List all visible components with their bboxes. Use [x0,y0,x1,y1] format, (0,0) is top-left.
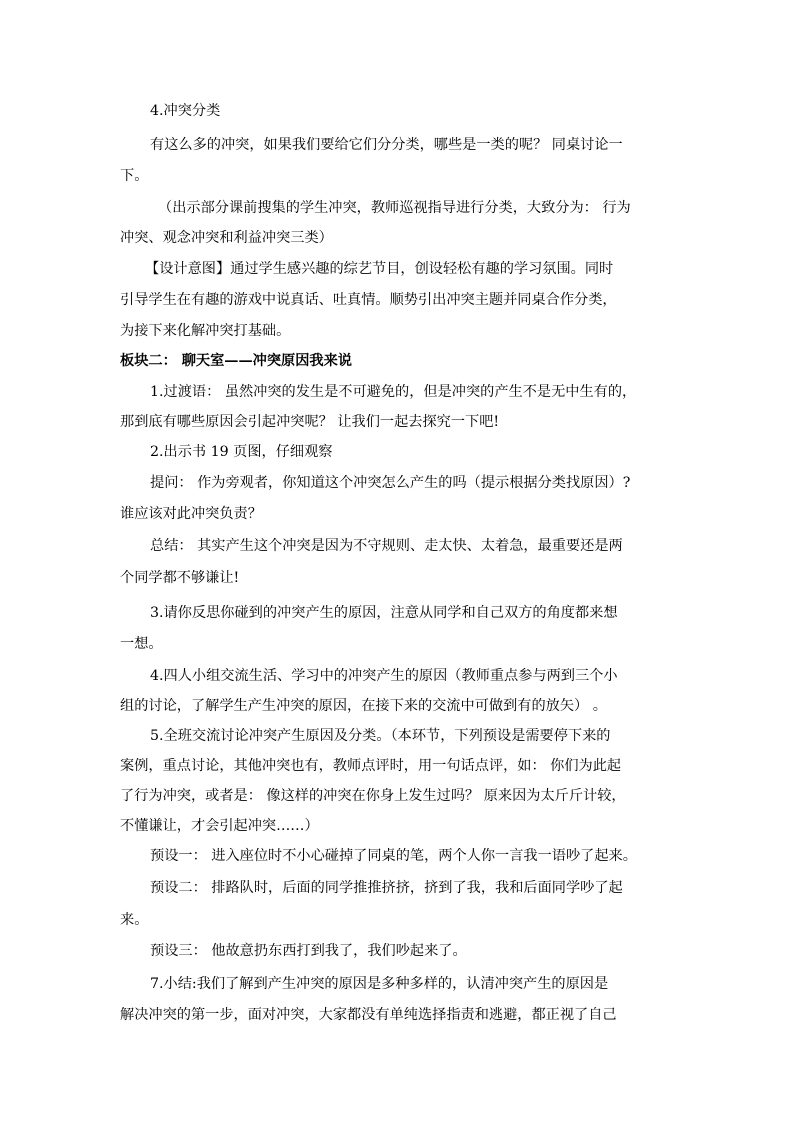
paragraph-line: 组的讨论，了解学生产生冲突的原因，在接下来的交流中可做到有的放矢） 。 [120,698,607,714]
heading-conflict-classification: 4.冲突分类 [150,103,221,119]
paragraph-line: 为接下来化解冲突打基础。 [120,323,291,339]
paragraph-line: 个同学都不够谦让! [120,570,240,586]
paragraph-line: 预设三： 他故意扔东西打到我了，我们吵起来了。 [150,943,467,959]
paragraph-line: 预设二： 排路队时，后面的同学推推挤挤，挤到了我，我和后面同学吵了起 [150,880,623,896]
paragraph-line: 谁应该对此冲突负责？ [120,506,262,522]
paragraph-line: 7.小结:我们了解到产生冲突的原因是多种多样的，认清冲突产生的原因是 [150,976,609,992]
paragraph-line: 2.出示书 19 页图，仔细观察 [150,444,333,460]
paragraph-line: 4.四人小组交流生活、学习中的冲突产生的原因（教师重点参与两到三个小 [150,668,618,684]
paragraph-line: 下。 [120,168,149,184]
paragraph-line: 1.过渡语： 虽然冲突的发生是不可避免的，但是冲突的产生不是无中生有的， [150,384,637,400]
paragraph-line: 总结： 其实产生这个冲突是因为不守规则、走太快、太着急，最重要还是两 [150,538,623,554]
paragraph-line: 一想。 [120,636,163,652]
paragraph-line: 预设一： 进入座位时不小心碰掉了同桌的笔，两个人你一言我一语吵了起来。 [150,848,637,864]
paragraph-line: 引导学生在有趣的游戏中说真话、吐真情。顺势引出冲突主题并同桌合作分类， [120,292,617,308]
paragraph-line: 不懂谦让，才会引起冲突……） [120,818,319,834]
paragraph-line: （出示部分课前搜集的学生冲突，教师巡视指导进行分类，大致分为： 行为 [158,200,631,216]
paragraph-line: 了行为冲突，或者是： 像这样的冲突在你身上发生过吗？ 原来因为太斤斤计较， [120,788,626,804]
section-heading-chatroom: 板块二： 聊天室——冲突原因我来说 [120,353,352,369]
paragraph-line: 提问： 作为旁观者，你知道这个冲突怎么产生的吗（提示根据分类找原因）? [150,475,631,491]
paragraph-line: 案例，重点讨论，其他冲突也有，教师点评时，用一句话点评，如： 你们为此起 [120,758,622,774]
paragraph-line: 那到底有哪些原因会引起冲突呢？ 让我们一起去探究一下吧! [120,414,500,430]
paragraph-line: 冲突、观念冲突和利益冲突三类） [120,230,333,246]
paragraph-line: 解决冲突的第一步，面对冲突，大家都没有单纯选择指责和逃避，都正视了自己 [120,1007,617,1023]
design-intent-line: 【设计意图】通过学生感兴趣的综艺节目，创设轻松有趣的学习氛围。同时 [145,261,614,277]
paragraph-line: 有这么多的冲突，如果我们要给它们分分类，哪些是一类的呢？ 同桌讨论一 [150,137,623,153]
paragraph-line: 3.请你反思你碰到的冲突产生的原因，注意从同学和自己双方的角度都来想 [150,605,618,621]
paragraph-line: 来。 [120,912,149,928]
paragraph-line: 5.全班交流讨论冲突产生原因及分类。（本环节，下列预设是需要停下来的 [150,728,611,744]
